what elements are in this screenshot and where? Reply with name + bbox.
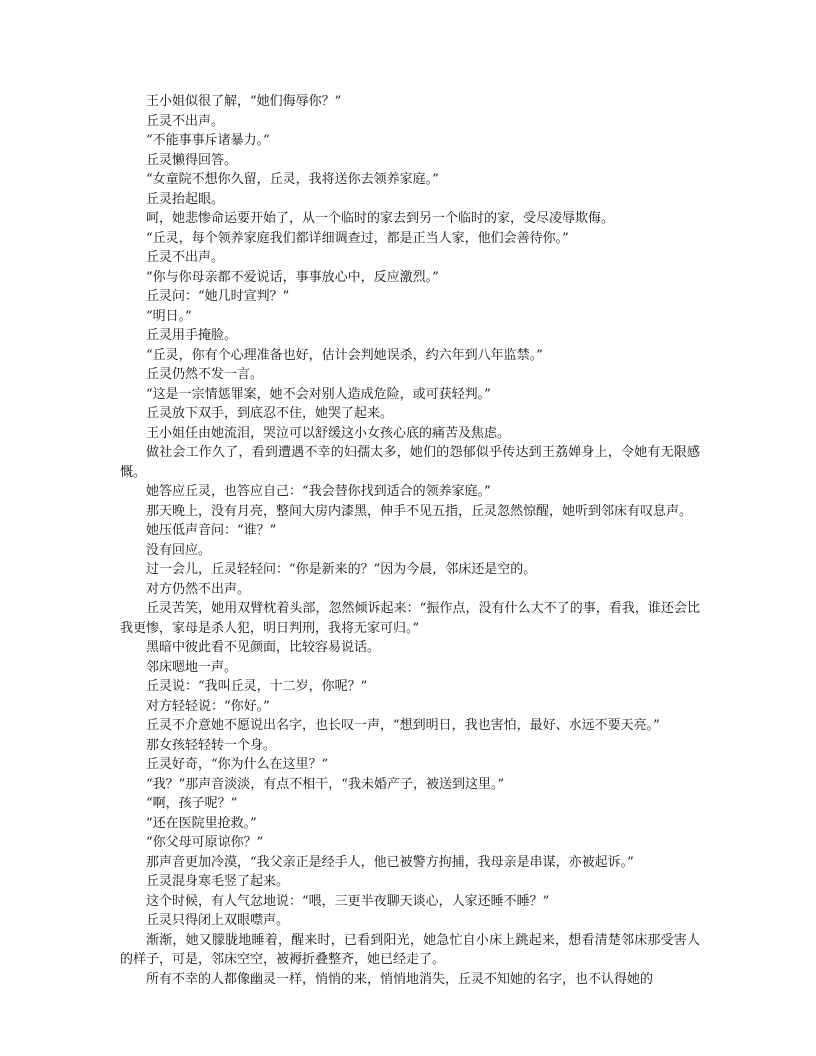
- paragraph: “我？”那声音淡淡，有点不相干，“我未婚产子，被送到这里。”: [146, 776, 505, 792]
- paragraph: 丘灵好奇，“你为什么在这里？”: [146, 757, 329, 772]
- paragraph: 王小姐任由她流泪，哭泣可以舒缓这小女孩心底的痛苦及焦虑。: [146, 425, 511, 441]
- paragraph: 她压低声音问：“谁？”: [146, 523, 277, 538]
- paragraph: 丘灵用手掩脸。: [146, 328, 238, 343]
- story-text: [120, 92, 700, 989]
- paragraph: 做社会工作久了，看到遭遇不幸的妇孺太多，她们的怨郁似乎传达到王荔婵身上，令她有无限感慨。: [120, 445, 700, 480]
- paragraph: 丘灵懒得回答。: [146, 152, 238, 168]
- paragraph: 对方仍然不出声。: [146, 581, 251, 597]
- paragraph: “这是一宗情惩罪案，她不会对别人造成危险，或可获轻判。”: [146, 386, 491, 402]
- paragraph: 王小姐似很了解，“她们侮辱你？”: [146, 94, 342, 109]
- paragraph: 没有回应。: [146, 542, 212, 558]
- paragraph: 黑暗中彼此看不见颜面，比较容易说话。: [146, 640, 381, 655]
- paragraph: “还在医院里抢救。”: [146, 815, 257, 831]
- paragraph: “女童院不想你久留，丘灵，我将送你去领养家庭。”: [146, 172, 439, 187]
- paragraph: 呵，她悲惨命运要开始了，从一个临时的家去到另一个临时的家，受尽凌辱欺侮。: [146, 211, 615, 226]
- paragraph: 这个时候，有人气忿地说：“喂，三更半夜聊天谈心，人家还睡不睡？”: [146, 893, 550, 909]
- paragraph: “你父母可原谅你？”: [146, 835, 264, 850]
- paragraph: 丘灵放下双手，到底忍不住，她哭了起来。: [146, 406, 394, 421]
- paragraph: 丘灵不出声。: [146, 250, 225, 265]
- paragraph: 那天晚上，没有月亮，整间大房内漆黑，伸手不见五指，丘灵忽然惊醒，她听到邻床有叹息声。: [146, 503, 693, 519]
- paragraph: 所有不幸的人都像幽灵一样，悄悄的来，悄悄地消失，丘灵不知她的名字，也不认得她的: [146, 971, 654, 987]
- paragraph: 她答应丘灵，也答应自己：“我会替你找到适合的领养家庭。”: [146, 484, 491, 499]
- paragraph: “你与你母亲都不爱说话，事事放心中，反应激烈。”: [146, 269, 439, 285]
- paragraph: 丘灵抬起眼。: [146, 191, 225, 207]
- paragraph: 邻床嗯地一声。: [146, 659, 238, 675]
- paragraph: 丘灵仍然不发一言。: [146, 367, 264, 382]
- paragraph: “不能事事斥诸暴力。”: [146, 133, 270, 148]
- paragraph: 那声音更加冷漠，“我父亲正是经手人，他已被警方拘捕，我母亲是串谋，亦被起诉。”: [146, 854, 634, 870]
- paragraph: 过一会儿，丘灵轻轻问：“你是新来的？”因为今晨，邻床还是空的。: [146, 562, 537, 577]
- paragraph: “丘灵，每个领养家庭我们都详细调查过，都是正当人家，他们会善待你。”: [146, 230, 569, 246]
- paragraph: “明日。”: [146, 308, 192, 324]
- paragraph: 丘灵苦笑，她用双臂枕着头部，忽然倾诉起来：“振作点，没有什么大不了的事，看我，谁还会比我更惨，家母是杀人犯，明日判刑，我将无家可归。”: [120, 601, 700, 636]
- paragraph: 渐渐，她又朦胧地睡着，醒来时，已看到阳光，她急忙自小床上跳起来，想看清楚邻床那受害人的样子，可是，邻床空空，被褥折叠整齐，她已经走了。: [120, 932, 700, 967]
- paragraph: 丘灵不介意她不愿说出名字，也长叹一声，“想到明日，我也害怕，最好、水远不要天亮。”: [146, 718, 660, 733]
- paragraph: 那女孩轻轻转一个身。: [146, 737, 277, 753]
- paragraph: 丘灵不出声。: [146, 113, 225, 129]
- paragraph: “啊，孩子呢？”: [146, 796, 238, 811]
- paragraph: 丘灵问：“她几时宣判？”: [146, 289, 290, 304]
- paragraph: “丘灵，你有个心理准备也好，估计会判她误杀，约六年到八年监禁。”: [146, 347, 543, 363]
- paragraph: 丘灵说：“我叫丘灵，十二岁，你呢？”: [146, 679, 368, 694]
- paragraph: 丘灵混身寒毛竖了起来。: [146, 874, 290, 889]
- paragraph: 对方轻轻说：“你好。”: [146, 698, 270, 714]
- paragraph: 丘灵只得闭上双眼噤声。: [146, 913, 290, 928]
